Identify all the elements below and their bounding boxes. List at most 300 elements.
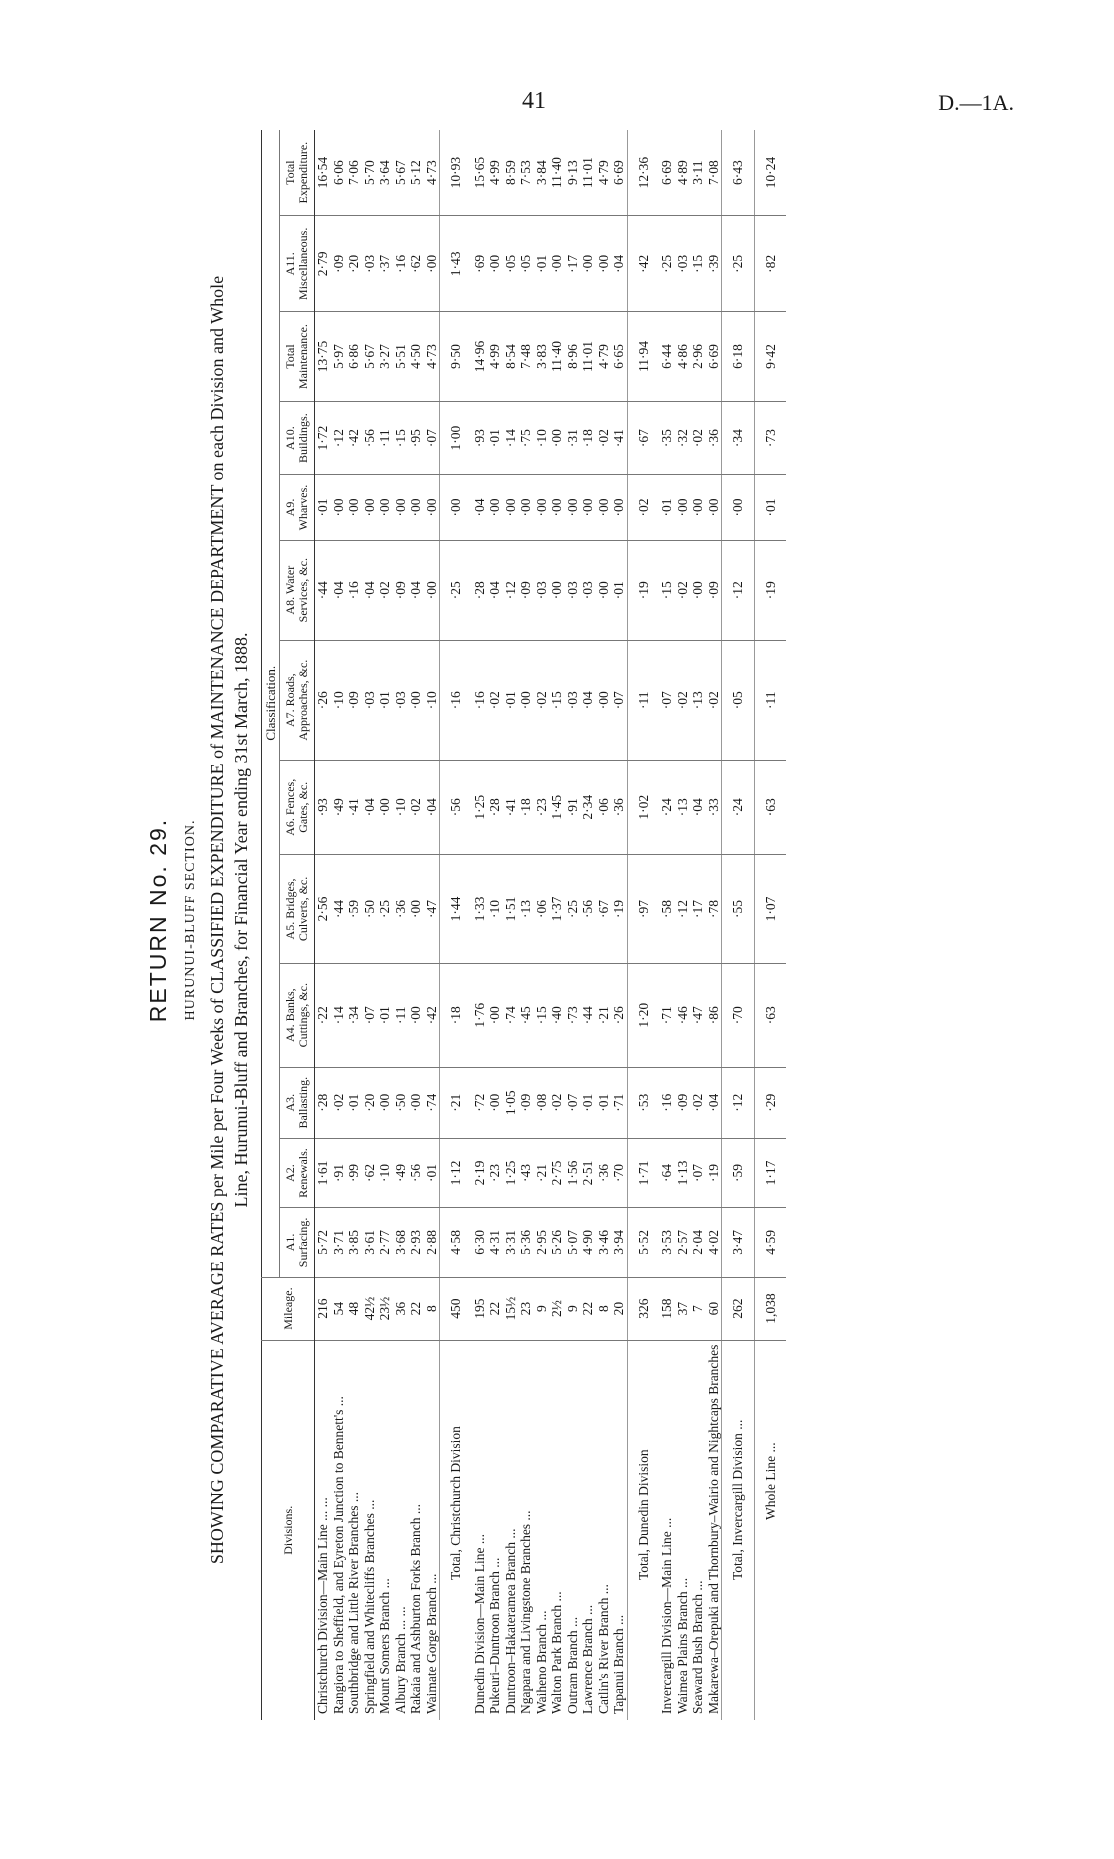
value-cell: ·47 [424,855,440,964]
value-cell: ·10 [393,760,409,854]
value-cell: ·46 [675,963,691,1067]
value-cell: ·04 [408,540,424,640]
value-cell: 6·69 [659,130,675,216]
value-cell: ·15 [549,640,565,760]
division-name: Invercargill Division—Main Line ... [659,1517,674,1714]
division-name: Duntroon–Hakateramea Branch ... [502,1528,518,1714]
value-cell: ·00 [596,475,612,540]
col-a10: A10. Buildings. [280,401,315,475]
value-cell: ·00 [675,475,691,540]
mileage-cell: 9 [565,1277,581,1340]
value-cell: 2·95 [534,1208,550,1277]
mileage-cell: 158 [659,1277,675,1340]
value-cell: ·44 [580,963,596,1067]
value-cell: 4·73 [424,312,440,402]
value-cell: 4·59 [754,1208,786,1277]
value-cell: 1·37 [549,855,565,964]
value-cell: ·15 [393,401,409,475]
mileage-cell: 20 [611,1277,627,1340]
value-cell: ·11 [627,640,659,760]
mileage-cell: 22 [580,1277,596,1340]
value-cell: ·36 [596,1138,612,1207]
division-name: Lawrence Branch ... [580,1604,595,1714]
value-cell: 1·07 [754,855,786,964]
value-cell: ·29 [754,1067,786,1138]
division-name: Tapanui Branch ... [611,1614,626,1714]
mileage-cell: 195 [472,1277,488,1340]
value-cell: 9·13 [565,130,581,216]
value-cell: ·56 [408,1138,424,1207]
expenditure-table [261,130,786,1720]
value-cell: 15·65 [472,130,488,216]
mileage-cell: 22 [487,1277,503,1340]
division-name: Waimea Plains Branch ... [674,1577,690,1714]
division-name: Mount Somers Branch ... [377,1578,392,1714]
value-cell: ·00 [565,475,581,540]
table-row [503,130,519,1720]
value-cell: ·09 [675,1067,691,1138]
value-cell: ·25 [440,540,472,640]
value-cell: ·00 [487,963,503,1067]
value-cell: ·49 [393,1138,409,1207]
value-cell: ·00 [690,475,706,540]
value-cell: ·16 [472,640,488,760]
value-cell: ·19 [706,1138,722,1207]
value-cell: ·39 [706,216,722,312]
value-cell: ·01 [754,475,786,540]
value-cell: ·23 [534,760,550,854]
division-name: Ngapara and Livingstone Branches ... [518,1510,533,1714]
value-cell: ·04 [706,1067,722,1138]
value-cell: 1·20 [627,963,659,1067]
value-cell: ·02 [408,760,424,854]
value-cell: 3·68 [393,1208,409,1277]
value-cell: 4·31 [487,1208,503,1277]
mileage-cell: 326 [627,1277,659,1340]
value-cell: ·34 [346,963,362,1067]
value-cell: ·00 [377,1067,393,1138]
value-cell: ·37 [377,216,393,312]
col-a1: A1. Surfacing. [280,1208,315,1277]
division-name: Total, Dunedin Division [627,1340,659,1720]
value-cell: ·43 [518,1138,534,1207]
value-cell: ·01 [659,475,675,540]
value-cell: 11·40 [549,312,565,402]
value-cell: ·12 [722,540,755,640]
value-cell: ·41 [503,760,519,854]
value-cell: ·07 [659,640,675,760]
value-cell: 1·13 [675,1138,691,1207]
value-cell: ·26 [611,963,627,1067]
value-cell: ·21 [534,1138,550,1207]
value-cell: 2·51 [580,1138,596,1207]
value-cell: 9·50 [440,312,472,402]
value-cell: ·22 [315,963,331,1067]
value-cell: 4·02 [706,1208,722,1277]
value-cell: ·00 [424,216,440,312]
value-cell: ·35 [659,401,675,475]
value-cell: ·07 [565,1067,581,1138]
division-name: Springfield and Whitecliffs Branches ... [361,1499,377,1714]
value-cell: ·07 [690,1138,706,1207]
value-cell: ·00 [706,475,722,540]
value-cell: ·09 [331,216,347,312]
value-cell: 3·47 [722,1208,755,1277]
table-body [315,130,787,1720]
value-cell: 4·99 [487,130,503,216]
value-cell: 1·05 [503,1067,519,1138]
value-cell: ·00 [408,475,424,540]
value-cell: ·00 [722,475,755,540]
division-name: Rakaia and Ashburton Forks Branch ... [408,1504,423,1714]
value-cell: 6·30 [472,1208,488,1277]
value-cell: 1·02 [627,760,659,854]
value-cell: ·41 [611,401,627,475]
table-row [362,130,378,1720]
division-name: Whole Line ... [754,1340,786,1720]
value-cell: 11·01 [580,312,596,402]
col-a3: A3. Ballasting. [280,1067,315,1138]
value-cell: ·44 [315,540,331,640]
value-cell: 6·86 [346,312,362,402]
division-name: Christchurch Division—Main Line ... ... [315,1497,330,1714]
table-row [565,130,581,1720]
col-divisions: Divisions. [262,1340,315,1720]
value-cell: ·01 [611,540,627,640]
value-cell: ·09 [518,1067,534,1138]
table-row [377,130,393,1720]
value-cell: ·00 [690,540,706,640]
mileage-cell: 8 [596,1277,612,1340]
value-cell: ·00 [611,475,627,540]
table-row [518,130,534,1720]
value-cell: 6·69 [611,130,627,216]
value-cell: ·02 [487,640,503,760]
value-cell: ·00 [580,216,596,312]
value-cell: ·15 [534,963,550,1067]
value-cell: 3·71 [331,1208,347,1277]
value-cell: ·02 [549,1067,565,1138]
value-cell: ·17 [690,855,706,964]
division-name: Total, Christchurch Division [440,1340,472,1720]
value-cell: 5·72 [315,1208,331,1277]
value-cell: ·04 [362,760,378,854]
value-cell: ·13 [675,760,691,854]
value-cell: ·09 [706,540,722,640]
value-cell: 11·40 [549,130,565,216]
value-cell: ·03 [393,640,409,760]
value-cell: ·00 [408,640,424,760]
col-mileage: Mileage. [262,1277,315,1340]
value-cell: ·02 [690,401,706,475]
table-row [472,130,488,1720]
value-cell: 6·06 [331,130,347,216]
value-cell: ·05 [518,216,534,312]
value-cell: 9·42 [754,312,786,402]
value-cell: ·10 [487,855,503,964]
mileage-cell: 23½ [377,1277,393,1340]
value-cell: ·13 [690,640,706,760]
value-cell: 4·73 [424,130,440,216]
value-cell: ·00 [487,216,503,312]
value-cell: ·25 [659,216,675,312]
value-cell: ·58 [659,855,675,964]
division-name: Makarewa–Orepuki and Thornbury–Wairio and Nightcaps Branches [705,1344,721,1714]
table-row [596,130,612,1720]
value-cell: ·69 [472,216,488,312]
value-cell: ·33 [706,760,722,854]
value-cell: 3·11 [690,130,706,216]
value-cell: 1·45 [549,760,565,854]
value-cell: ·02 [377,540,393,640]
value-cell: ·40 [549,963,565,1067]
value-cell: ·02 [706,640,722,760]
value-cell: ·00 [503,475,519,540]
value-cell: ·74 [424,1067,440,1138]
value-cell: 10·93 [440,130,472,216]
value-cell: 11·01 [580,130,596,216]
division-name: Total, Invercargill Division ... [722,1340,755,1720]
value-cell: ·00 [487,475,503,540]
value-cell: ·21 [596,963,612,1067]
value-cell: ·00 [331,475,347,540]
value-cell: ·20 [346,216,362,312]
value-cell: ·00 [377,475,393,540]
value-cell: ·42 [424,963,440,1067]
division-name: Rangiora to Sheffield, and Eyreton Junction to Bennett's ... [330,1396,346,1714]
value-cell: ·59 [346,855,362,964]
division-name: Waiheno Branch ... [533,1610,549,1714]
value-cell: ·11 [754,640,786,760]
value-cell: ·28 [487,760,503,854]
value-cell: 13·75 [315,312,331,402]
value-cell: ·18 [440,963,472,1067]
value-cell: ·04 [690,760,706,854]
value-cell: 1·17 [754,1138,786,1207]
value-cell: ·00 [487,1067,503,1138]
value-cell: ·15 [659,540,675,640]
value-cell: ·59 [722,1138,755,1207]
page-number: 41 [522,88,546,114]
mileage-cell: 450 [440,1277,472,1340]
value-cell: ·14 [331,963,347,1067]
value-cell: ·36 [611,760,627,854]
value-cell: 4·90 [580,1208,596,1277]
value-cell: ·10 [331,640,347,760]
total-row [722,130,755,1720]
value-cell: ·04 [580,640,596,760]
value-cell: 3·31 [503,1208,519,1277]
value-cell: ·55 [722,855,755,964]
value-cell: 2·57 [675,1208,691,1277]
value-cell: 1·25 [503,1138,519,1207]
value-cell: 1·72 [315,401,331,475]
value-cell: ·03 [675,216,691,312]
value-cell: ·19 [754,540,786,640]
col-total-maintenance: Total Maintenance. [280,312,315,402]
value-cell: 1·71 [627,1138,659,1207]
value-cell: ·07 [362,963,378,1067]
value-cell: ·12 [722,1067,755,1138]
table-row [393,130,409,1720]
value-cell: 5·70 [362,130,378,216]
value-cell: ·00 [580,475,596,540]
mileage-cell: 54 [331,1277,347,1340]
value-cell: ·82 [754,216,786,312]
value-cell: 3·94 [611,1208,627,1277]
value-cell: ·19 [627,540,659,640]
value-cell: ·00 [549,475,565,540]
value-cell: ·00 [408,963,424,1067]
value-cell: ·56 [440,760,472,854]
value-cell: ·02 [675,640,691,760]
value-cell: ·62 [408,216,424,312]
value-cell: 4·79 [596,130,612,216]
table-row [675,130,691,1720]
value-cell: ·70 [611,1138,627,1207]
value-cell: ·19 [611,855,627,964]
value-cell: ·02 [627,475,659,540]
mileage-cell: 7 [690,1277,706,1340]
col-a11: A11. Miscellaneous. [280,216,315,312]
value-cell: 8·54 [503,312,519,402]
table-row [706,130,722,1720]
value-cell: 5·52 [627,1208,659,1277]
value-cell: ·75 [518,401,534,475]
value-cell: ·16 [346,540,362,640]
value-cell: ·24 [722,760,755,854]
value-cell: 5·07 [565,1208,581,1277]
value-cell: 5·51 [393,312,409,402]
table-row [487,130,503,1720]
division-name: Outram Branch ... [564,1616,580,1714]
value-cell: ·45 [518,963,534,1067]
mileage-cell: 23 [518,1277,534,1340]
value-cell: 3·61 [362,1208,378,1277]
value-cell: ·02 [596,401,612,475]
value-cell: ·31 [565,401,581,475]
value-cell: 5·12 [408,130,424,216]
value-cell: ·25 [565,855,581,964]
value-cell: ·00 [534,475,550,540]
value-cell: ·00 [596,540,612,640]
value-cell: ·10 [377,1138,393,1207]
value-cell: 14·96 [472,312,488,402]
col-a7: A7. Roads, Approaches, &c. [280,640,315,760]
value-cell: ·70 [722,963,755,1067]
value-cell: ·25 [377,855,393,964]
value-cell: ·44 [331,855,347,964]
value-cell: ·42 [346,401,362,475]
value-cell: 5·26 [549,1208,565,1277]
table-row [690,130,706,1720]
value-cell: ·04 [424,760,440,854]
mileage-cell: 9 [534,1277,550,1340]
value-cell: ·67 [627,401,659,475]
value-cell: ·00 [377,760,393,854]
value-cell: 3·27 [377,312,393,402]
col-a8: A8. Water Services, &c. [280,540,315,640]
table-row [580,130,596,1720]
value-cell: ·71 [659,963,675,1067]
value-cell: 1·12 [440,1138,472,1207]
rotated-return-table [145,120,1005,1720]
division-name: Southbridge and Little River Branches ... [346,1492,361,1714]
value-cell: 3·53 [659,1208,675,1277]
value-cell: 2·88 [424,1208,440,1277]
value-cell: 8·59 [503,130,519,216]
value-cell: ·71 [611,1067,627,1138]
value-cell: ·00 [549,216,565,312]
value-cell: 3·64 [377,130,393,216]
value-cell: 3·84 [534,130,550,216]
value-cell: ·01 [315,475,331,540]
value-cell: ·05 [722,640,755,760]
value-cell: 6·69 [706,312,722,402]
value-cell: 5·67 [393,130,409,216]
mileage-cell: 22 [408,1277,424,1340]
value-cell: 4·50 [408,312,424,402]
value-cell: 1·00 [440,401,472,475]
division-name: Seaward Bush Branch ... [690,1580,705,1714]
value-cell: ·56 [362,401,378,475]
value-cell: ·09 [518,540,534,640]
value-cell: ·16 [393,216,409,312]
value-cell: ·04 [472,475,488,540]
value-cell: 12·36 [627,130,659,216]
value-cell: ·01 [596,1067,612,1138]
value-cell: ·01 [503,640,519,760]
value-cell: ·12 [503,540,519,640]
value-cell: 2·19 [472,1138,488,1207]
value-cell: ·00 [393,475,409,540]
value-cell: ·99 [346,1138,362,1207]
value-cell: ·00 [424,475,440,540]
value-cell: ·47 [690,963,706,1067]
heading-line-1: SHOWING COMPARATIVE AVERAGE RATES per Mile per Four Weeks of CLASSIFIED EXPENDITURE of MAINTENANCE DEPARTMENT on each Division and Whole [207,275,227,1565]
value-cell: ·11 [377,401,393,475]
value-cell: 2·04 [690,1208,706,1277]
table-row [346,130,362,1720]
table-row [611,130,627,1720]
col-a9: A9. Wharves. [280,475,315,540]
value-cell: ·06 [596,760,612,854]
value-cell: ·00 [518,475,534,540]
value-cell: ·63 [754,963,786,1067]
value-cell: ·86 [706,963,722,1067]
value-cell: ·05 [503,216,519,312]
value-cell: ·28 [315,1067,331,1138]
value-cell: ·74 [503,963,519,1067]
value-cell: 1·44 [440,855,472,964]
col-a4: A4. Banks, Cuttings, &c. [280,963,315,1067]
value-cell: ·64 [659,1138,675,1207]
value-cell: 7·48 [518,312,534,402]
value-cell: ·00 [549,540,565,640]
value-cell: 2·77 [377,1208,393,1277]
value-cell: ·01 [580,1067,596,1138]
value-cell: ·25 [722,216,755,312]
value-cell: ·00 [596,640,612,760]
value-cell: ·17 [565,216,581,312]
value-cell: ·26 [315,640,331,760]
value-cell: ·01 [534,216,550,312]
value-cell: ·02 [675,540,691,640]
value-cell: ·16 [440,640,472,760]
value-cell: 5·97 [331,312,347,402]
value-cell: 2·75 [549,1138,565,1207]
value-cell: ·13 [518,855,534,964]
